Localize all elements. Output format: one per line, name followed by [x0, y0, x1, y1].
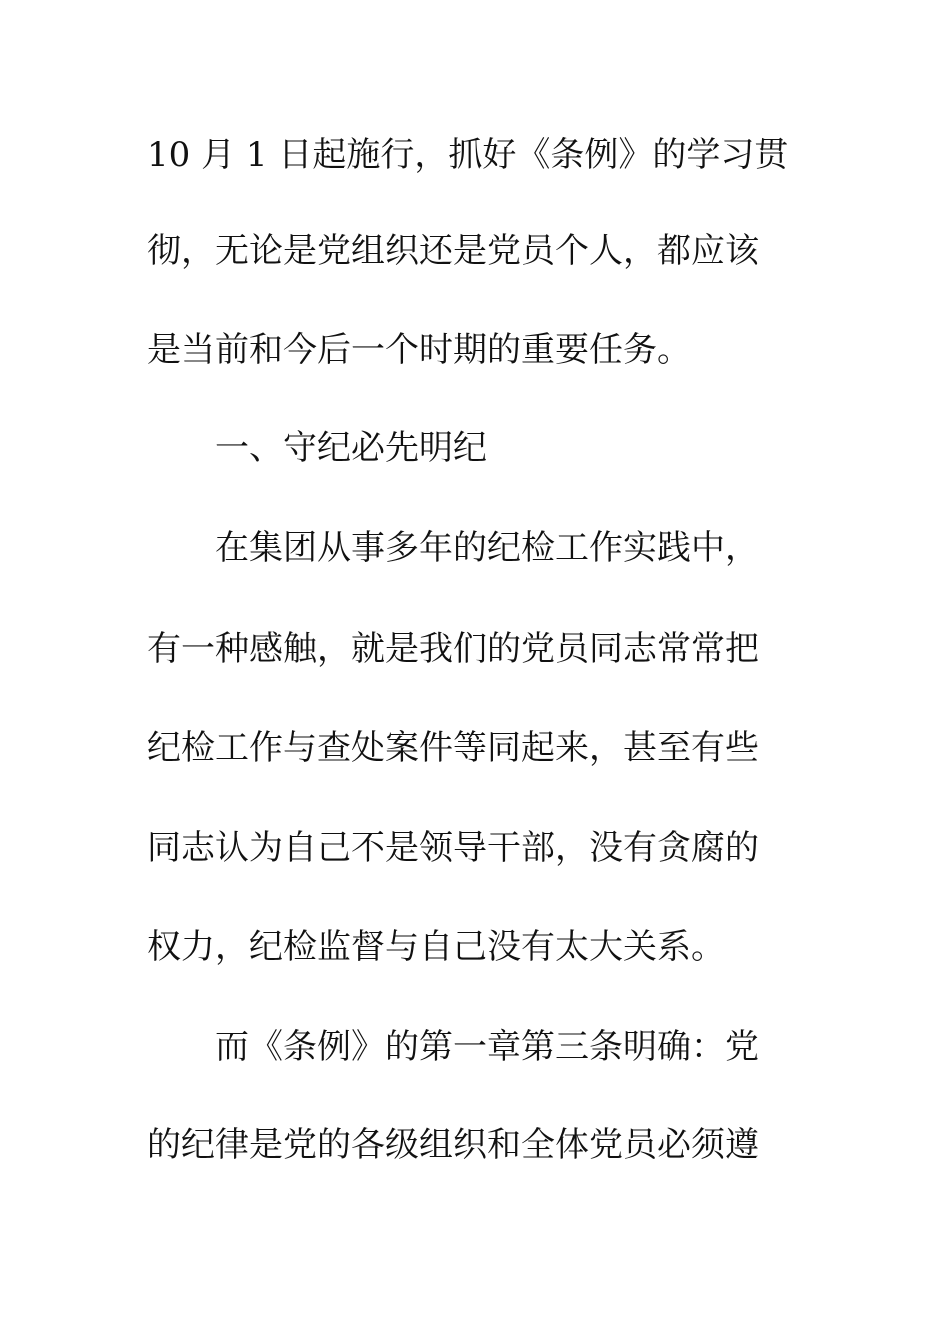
section-heading: 一、守纪必先明纪	[215, 428, 487, 468]
paragraph-line-5: 在集团从事多年的纪检工作实践中，	[215, 528, 759, 568]
paragraph-line-7: 纪检工作与查处案件等同起来，甚至有些	[147, 728, 759, 768]
paragraph-line-11: 的纪律是党的各级组织和全体党员必须遵	[147, 1125, 759, 1165]
paragraph-line-8: 同志认为自己不是领导干部，没有贪腐的	[147, 828, 759, 868]
paragraph-line-10: 而《条例》的第一章第三条明确：党	[215, 1027, 759, 1067]
paragraph-line-2: 彻，无论是党组织还是党员个人，都应该	[147, 231, 759, 271]
paragraph-line-1: 10 月 1 日起施行，抓好《条例》的学习贯	[147, 135, 789, 175]
paragraph-line-6: 有一种感触，就是我们的党员同志常常把	[147, 629, 759, 669]
paragraph-line-3: 是当前和今后一个时期的重要任务。	[147, 330, 691, 370]
paragraph-line-9: 权力，纪检监督与自己没有太大关系。	[147, 927, 725, 967]
